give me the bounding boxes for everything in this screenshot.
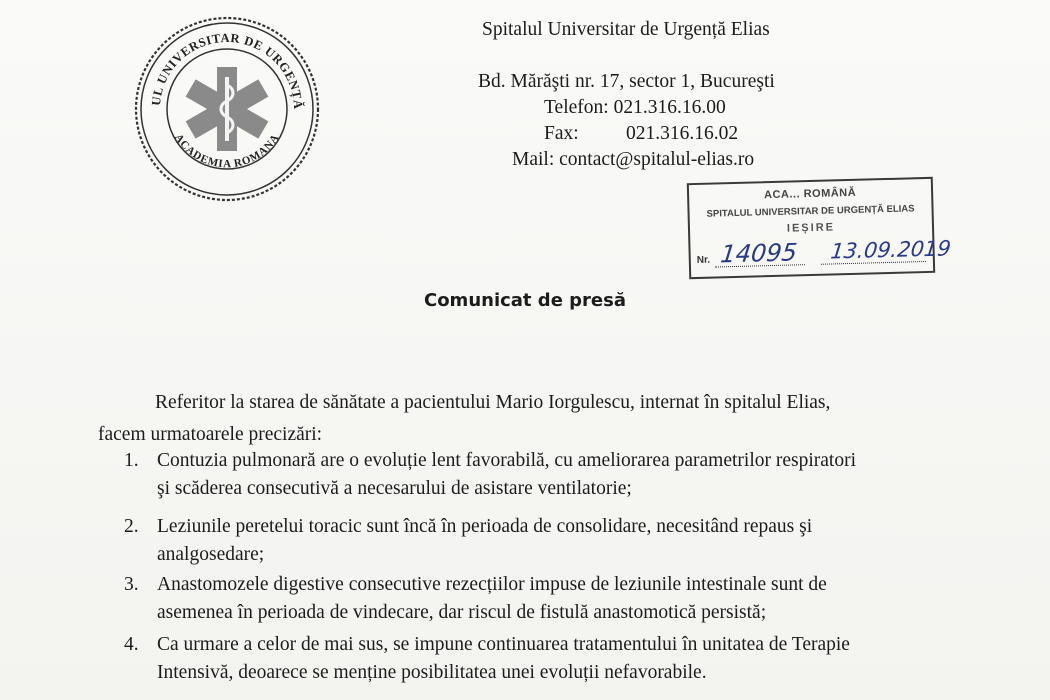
list-item-number: 3. — [124, 574, 139, 595]
list-item-number: 1. — [124, 450, 139, 471]
hospital-name: Spitalul Universitar de Urgență Elias — [482, 19, 770, 40]
stamp-line-1: ACA... ROMÂNĂ — [763, 186, 857, 202]
list-item-line-1: Anastomozele digestive consecutive rezecțiilor impuse de leziunile intestinale sunt de — [157, 574, 827, 595]
list-item-line-2: analgosedare; — [157, 544, 265, 565]
hospital-seal-logo — [132, 14, 322, 204]
list-item-number: 2. — [124, 516, 139, 537]
seal-ring-text-bottom: ACADEMIA ROMANA — [172, 131, 282, 171]
hospital-fax-value: 021.316.16.02 — [626, 123, 739, 144]
list-item-line-2: Intensivă, deoarece se menține posibilitatea unei evoluții nefavorabile. — [157, 662, 707, 683]
intro-paragraph-line-1: Referitor la starea de sănătate a pacientului Mario Iorgulescu, internat în spitalul Elias, — [155, 392, 831, 413]
list-item-number: 4. — [124, 634, 139, 655]
stamp-line-3: IEȘIRE — [786, 221, 836, 235]
intro-paragraph-line-2: facem urmatoarele precizări: — [98, 424, 323, 445]
stamp-nr-label: Nr. — [696, 254, 711, 266]
list-item-line-1: Contuzia pulmonară are o evoluție lent favorabilă, cu ameliorarea parametrilor respiratori — [157, 450, 856, 471]
stamp-line-2: SPITALUL UNIVERSITAR DE URGENȚĂ ELIAS — [706, 203, 915, 220]
list-item-line-1: Ca urmare a celor de mai sus, se impune continuarea tratamentului în unitatea de Terapie — [157, 634, 850, 655]
seal-svg — [132, 14, 322, 204]
registration-stamp — [687, 177, 953, 279]
hospital-fax-label: Fax: — [544, 123, 579, 144]
stamp-registration-number: 14095 — [719, 238, 799, 269]
hospital-mail: Mail: contact@spitalul-elias.ro — [512, 149, 755, 170]
hospital-address: Bd. Mărăşti nr. 17, sector 1, Bucureşti — [478, 71, 775, 92]
hospital-phone: Telefon: 021.316.16.00 — [544, 97, 726, 118]
list-item-line-2: asemenea în perioada de vindecare, dar riscul de fistulă anastomotică persistă; — [157, 602, 767, 623]
seal-ring-text-top: UL UNIVERSITAR DE URGENȚĂ — [148, 30, 306, 110]
star-of-life-icon — [186, 67, 269, 151]
stamp-registration-date: 13.09.2019 — [829, 236, 953, 264]
document-title: Comunicat de presă — [423, 290, 626, 311]
list-item-line-1: Leziunile peretelui toracic sunt încă în perioada de consolidare, necesitând repaus şi — [157, 516, 813, 537]
list-item-line-2: şi scăderea consecutivă a necesarului de asistare ventilatorie; — [157, 478, 632, 499]
